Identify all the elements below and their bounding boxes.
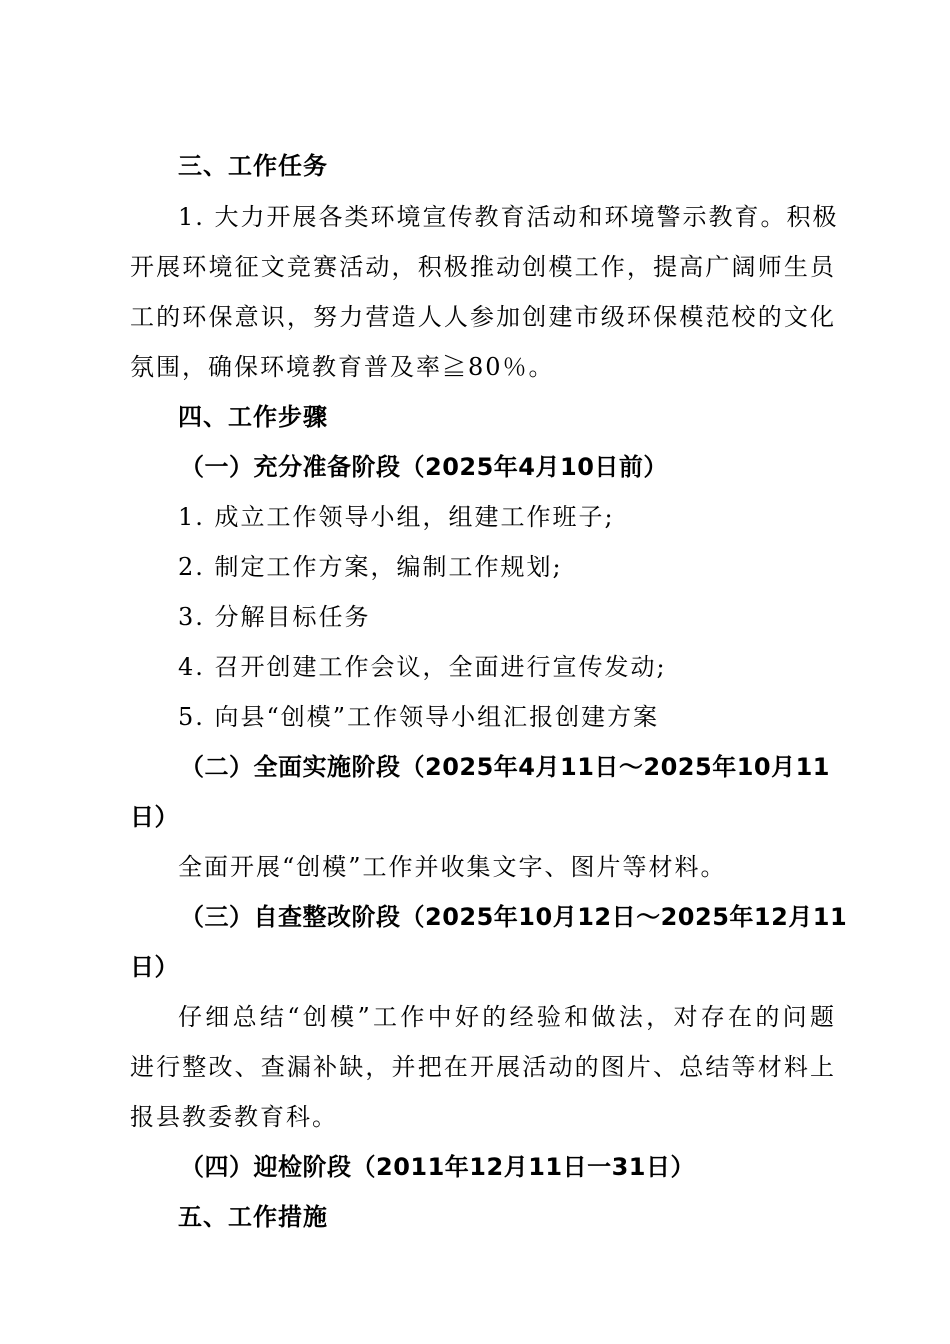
list-item: 3. 分解目标任务 xyxy=(178,603,371,631)
paragraph-line: 仔细总结“创模”工作中好的经验和做法，对存在的问题 xyxy=(178,1003,836,1031)
list-item: 2. 制定工作方案，编制工作规划; xyxy=(178,553,563,581)
paragraph-line: 全面开展“创模”工作并收集文字、图片等材料。 xyxy=(178,853,727,881)
section-heading-measures: 五、工作措施 xyxy=(178,1203,328,1231)
list-item: 1. 成立工作领导小组，组建工作班子; xyxy=(178,503,615,531)
section-heading-steps: 四、工作步骤 xyxy=(178,403,328,431)
stage-title-implementation: （二）全面实施阶段（2025年4月11日～2025年10月11 xyxy=(180,753,830,781)
paragraph-line: 工的环保意识，努力营造人人参加创建市级环保模范校的文化 xyxy=(130,303,836,331)
paragraph-line: 1. 大力开展各类环境宣传教育活动和环境警示教育。积极 xyxy=(178,203,839,231)
paragraph-line: 开展环境征文竞赛活动，积极推动创模工作，提高广阔师生员 xyxy=(130,253,836,281)
paragraph-line: 氛围，确保环境教育普及率≧80％。 xyxy=(130,353,555,381)
paragraph-line: 进行整改、查漏补缺，并把在开展活动的图片、总结等材料上 xyxy=(130,1053,836,1081)
section-heading-tasks: 三、工作任务 xyxy=(178,152,328,180)
stage-title-preparation: （一）充分准备阶段（2025年4月10日前） xyxy=(180,453,668,481)
list-item: 5. 向县“创模”工作领导小组汇报创建方案 xyxy=(178,703,660,731)
stage-title-self-check: （三）自查整改阶段（2025年10月12日～2025年12月11 xyxy=(180,903,848,931)
stage-title-self-check-cont: 日） xyxy=(130,953,179,981)
list-item: 4. 召开创建工作会议，全面进行宣传发动; xyxy=(178,653,667,681)
paragraph-line: 报县教委教育科。 xyxy=(130,1103,338,1131)
stage-title-inspection: （四）迎检阶段（2011年12月11日一31日） xyxy=(180,1153,695,1181)
stage-title-implementation-cont: 日） xyxy=(130,803,179,831)
